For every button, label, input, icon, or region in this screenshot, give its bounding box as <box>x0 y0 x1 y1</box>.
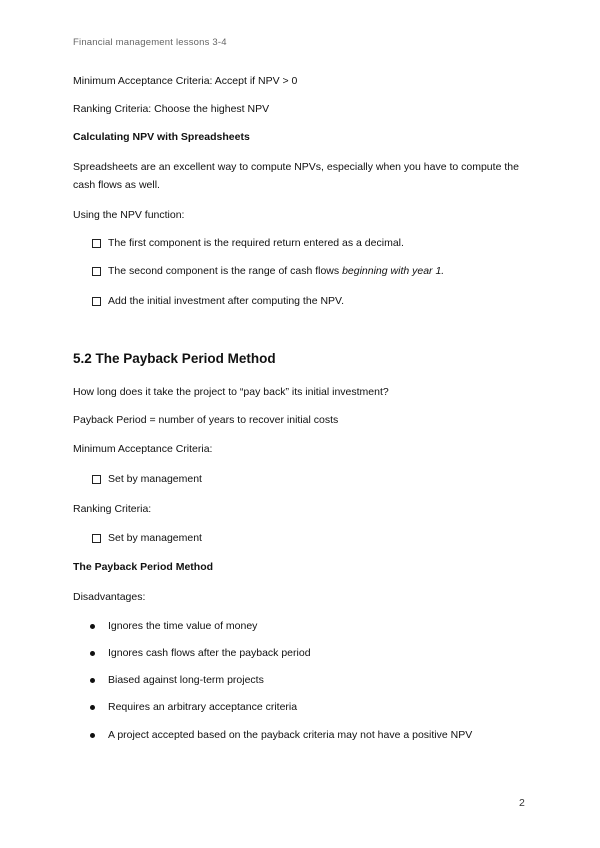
disadvantage-text: A project accepted based on the payback criteria may not have a positive NPV <box>108 729 473 741</box>
payback-subheading: The Payback Period Method <box>73 561 214 573</box>
payback-min-criteria-text: Set by management <box>108 473 202 485</box>
payback-ranking-label: Ranking Criteria: <box>73 503 152 515</box>
payback-min-criteria-item <box>92 472 202 486</box>
payback-ranking-item <box>92 531 202 545</box>
spreadsheet-paragraph: Spreadsheets are an excellent way to compute NPVs, especially when you have to compute the cash flows as well. <box>73 161 519 191</box>
disadvantage-item <box>90 728 472 742</box>
npv-ranking-criteria: Ranking Criteria: Choose the highest NPV <box>73 103 270 115</box>
npv-min-criteria: Minimum Acceptance Criteria: Accept if NPV > 0 <box>73 75 298 87</box>
disadvantage-item <box>90 646 311 660</box>
bullet-icon <box>90 678 95 683</box>
bullet-icon <box>90 624 95 629</box>
disadvantage-text: Ignores cash flows after the payback period <box>108 647 311 659</box>
checkbox-icon <box>92 239 101 248</box>
checkbox-icon <box>92 267 101 276</box>
npv-step-2-emphasis: beginning with year 1. <box>342 265 445 277</box>
npv-step-3 <box>92 294 344 308</box>
page-number: 2 <box>519 797 525 809</box>
checkbox-icon <box>92 475 101 484</box>
npv-function-intro: Using the NPV function: <box>73 209 185 221</box>
disadvantage-text: Ignores the time value of money <box>108 620 258 632</box>
spreadsheet-heading: Calculating NPV with Spreadsheets <box>73 131 250 143</box>
bullet-icon <box>90 651 95 656</box>
npv-step-1-text: The first component is the required return entered as a decimal. <box>108 237 404 249</box>
payback-question: How long does it take the project to “pay back” its initial investment? <box>73 386 389 398</box>
disadvantage-text: Biased against long-term projects <box>108 674 264 686</box>
bullet-icon <box>90 705 95 710</box>
npv-step-2 <box>92 264 444 278</box>
npv-step-2-text: The second component is the range of cash flows <box>108 265 343 277</box>
npv-step-1 <box>92 236 404 250</box>
npv-step-3-text: Add the initial investment after computing the NPV. <box>108 295 344 307</box>
bullet-icon <box>90 733 95 738</box>
running-header: Financial management lessons 3-4 <box>73 37 227 48</box>
section-title: 5.2 The Payback Period Method <box>73 351 276 366</box>
payback-definition: Payback Period = number of years to recover initial costs <box>73 414 339 426</box>
disadvantage-item <box>90 619 257 633</box>
disadvantage-text: Requires an arbitrary acceptance criteria <box>108 701 298 713</box>
disadvantages-label: Disadvantages: <box>73 591 146 603</box>
disadvantage-item <box>90 673 264 687</box>
checkbox-icon <box>92 297 101 306</box>
payback-ranking-text: Set by management <box>108 532 202 544</box>
checkbox-icon <box>92 534 101 543</box>
disadvantage-item <box>90 700 297 714</box>
payback-min-criteria-label: Minimum Acceptance Criteria: <box>73 443 213 455</box>
